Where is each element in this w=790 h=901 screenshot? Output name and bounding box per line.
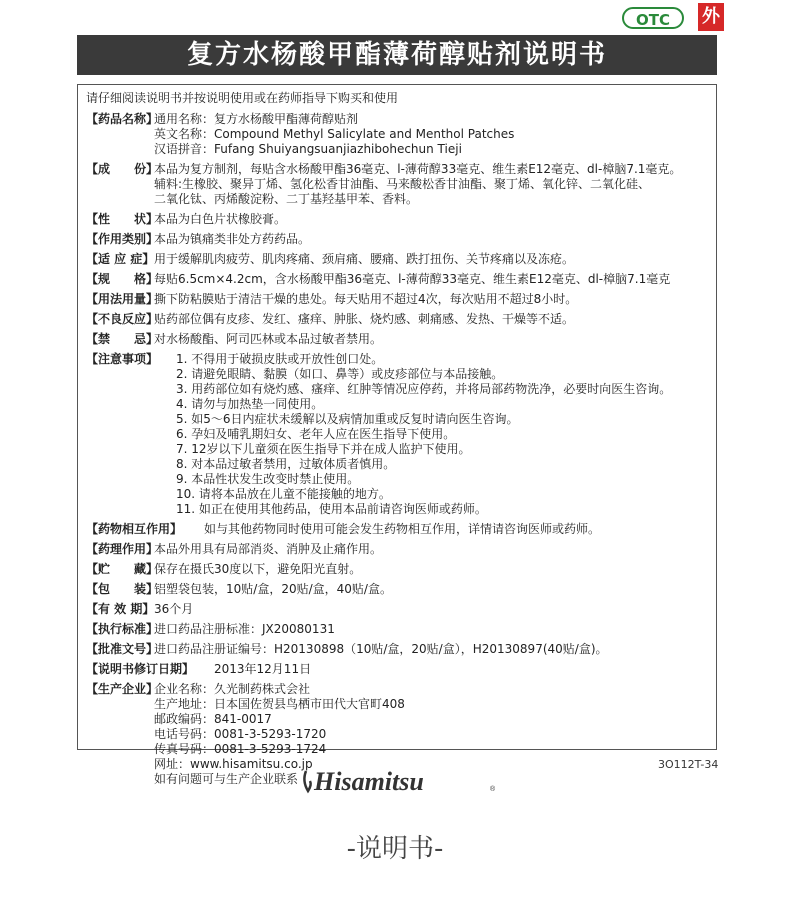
body-interactions — [204, 522, 708, 537]
precaution-item: 8. 对本品过敏者禁用，过敏体质者慎用。 — [176, 457, 396, 471]
line: 贴药部位偶有皮疹、发红、瘙痒、肿胀、烧灼感、刺痛感、发热、干燥等不适。 — [154, 312, 575, 326]
external-use-badge: 外 — [698, 3, 724, 31]
label-name: 【药品名称】 — [86, 112, 159, 126]
precaution-item: 6. 孕妇及哺乳期妇女、老年人应在医生指导下使用。 — [176, 427, 456, 441]
section-approval — [86, 642, 708, 657]
hisamitsu-logo — [300, 763, 500, 799]
line: 每贴6.5cm×4.2cm，含水杨酸甲酯36毫克、l-薄荷醇33毫克、维生素E12毫克、dl-樟脑7.1毫克 — [154, 272, 671, 286]
precaution-item: 3. 用药部位如有烧灼感、瘙痒、红肿等情况应停药，并将局部药物洗净，必要时向医生咨询。 — [176, 382, 672, 396]
label-category: 【作用类别】 — [86, 232, 159, 246]
line: 英文名称：Compound Methyl Salicylate and Menthol Patches — [154, 127, 515, 141]
body-category — [154, 232, 708, 247]
section-adverse — [86, 312, 708, 327]
section-spec — [86, 272, 708, 287]
precaution-item: 2. 请避免眼睛、黏膜（如口、鼻等）或皮疹部位与本品接触。 — [176, 367, 504, 381]
label-adverse: 【不良反应】 — [86, 312, 159, 326]
body-contra — [154, 332, 708, 347]
line: 本品为镇痛类非处方药药品。 — [154, 232, 311, 246]
body-package — [154, 582, 708, 597]
section-package — [86, 582, 708, 597]
line: 用于缓解肌肉疲劳、肌肉疼痛、颈肩痛、腰痛、跌打扭伤、关节疼痛以及冻疮。 — [154, 252, 575, 266]
section-ingredients — [86, 162, 708, 207]
line: 如与其他药物同时使用可能会发生药物相互作用，详情请咨询医师或药师。 — [204, 522, 601, 536]
line: 生产地址：日本国佐贺县鸟栖市田代大官町408 — [154, 697, 405, 711]
label-indications: 【适 应 症】 — [86, 252, 155, 266]
label-validity: 【有 效 期】 — [86, 602, 155, 616]
line: 进口药品注册证编号：H20130898（10贴/盒，20贴/盒），H20130897(40贴/盒)。 — [154, 642, 608, 656]
line: 邮政编码：841-0017 — [154, 712, 272, 726]
line: 网址：www.hisamitsu.co.jp — [154, 757, 313, 771]
page-title: 复方水杨酸甲酯薄荷醇贴剂说明书 — [77, 35, 717, 75]
line: 本品为白色片状橡胶膏。 — [154, 212, 287, 226]
line: 如有问题可与生产企业联系 — [154, 772, 299, 786]
section-contra — [86, 332, 708, 347]
body-name — [154, 112, 708, 157]
document-code: 3O112T-34 — [658, 758, 719, 771]
line: 进口药品注册标准：JX20080131 — [154, 622, 335, 636]
label-pharmacology: 【药理作用】 — [86, 542, 159, 556]
label-contra: 【禁 忌】 — [86, 332, 159, 346]
body-spec — [154, 272, 708, 287]
body-usage — [154, 292, 708, 307]
logo-swoosh-icon — [304, 771, 310, 791]
otc-badge: OTC — [622, 7, 684, 29]
label-revision: 【说明书修订日期】 — [86, 662, 195, 676]
logo-wordmark: Hisamitsu — [314, 767, 424, 796]
line: 传真号码：0081-3-5293-1724 — [154, 742, 327, 756]
label-storage: 【贮 藏】 — [86, 562, 159, 576]
section-appearance — [86, 212, 708, 227]
section-revision — [86, 662, 708, 677]
section-interactions — [86, 522, 708, 537]
section-category — [86, 232, 708, 247]
label-precautions: 【注意事项】 — [86, 352, 159, 366]
body-precautions — [168, 352, 708, 517]
label-usage: 【用法用量】 — [86, 292, 159, 306]
section-standard — [86, 622, 708, 637]
section-usage — [86, 292, 708, 307]
label-spec: 【规 格】 — [86, 272, 159, 286]
line: 本品外用具有局部消炎、消肿及止痛作用。 — [154, 542, 383, 556]
label-manufacturer: 【生产企业】 — [86, 682, 159, 696]
label-package: 【包 装】 — [86, 582, 159, 596]
precaution-item: 9. 本品性状发生改变时禁止使用。 — [176, 472, 360, 486]
precaution-item: 7. 12岁以下儿童须在医生指导下并在成人监护下使用。 — [176, 442, 471, 456]
leaflet-caption: -说明书- — [346, 834, 444, 864]
line: 2013年12月11日 — [214, 662, 312, 676]
line: 本品为复方制剂，每贴含水杨酸甲酯36毫克、l-薄荷醇33毫克、维生素E12毫克、dl-樟脑7.1毫克。 — [154, 162, 682, 176]
body-indications — [154, 252, 708, 267]
line: 电话号码：0081-3-5293-1720 — [154, 727, 327, 741]
precaution-item: 4. 请勿与加热垫一同使用。 — [176, 397, 324, 411]
line: 辅料:生橡胶、聚异丁烯、氢化松香甘油酯、马来酸松香甘油酯、聚丁烯、氧化锌、二氧化硅、 — [154, 177, 651, 191]
line: 保存在摄氏30度以下，避免阳光直射。 — [154, 562, 362, 576]
body-revision — [214, 662, 708, 677]
section-validity — [86, 602, 708, 617]
precaution-item: 10. 请将本品放在儿童不能接触的地方。 — [176, 487, 391, 501]
label-standard: 【执行标准】 — [86, 622, 159, 636]
line: 36个月 — [154, 602, 194, 616]
precaution-item: 1. 不得用于破损皮肤或开放性创口处。 — [176, 352, 384, 366]
line: 二氧化钛、丙烯酸淀粉、二丁基羟基甲苯、香料。 — [154, 192, 419, 206]
body-standard — [154, 622, 708, 637]
body-validity — [154, 602, 708, 617]
body-adverse — [154, 312, 708, 327]
line: 撕下防粘膜贴于清洁干燥的患处。每天贴用不超过4次，每次贴用不超过8小时。 — [154, 292, 578, 306]
section-name — [86, 112, 708, 157]
section-storage — [86, 562, 708, 577]
body-approval — [154, 642, 708, 657]
body-ingredients — [154, 162, 708, 207]
line: 对水杨酸酯、阿司匹林或本品过敏者禁用。 — [154, 332, 383, 346]
section-pharmacology — [86, 542, 708, 557]
label-interactions: 【药物相互作用】 — [86, 522, 183, 536]
body-appearance — [154, 212, 708, 227]
label-approval: 【批准文号】 — [86, 642, 159, 656]
section-indications — [86, 252, 708, 267]
label-appearance: 【性 状】 — [86, 212, 159, 226]
intro-text: 请仔细阅读说明书并按说明使用或在药师指导下购买和使用 — [86, 91, 399, 105]
body-pharmacology — [154, 542, 708, 557]
registered-mark: ® — [490, 786, 496, 793]
body-storage — [154, 562, 708, 577]
line: 汉语拼音：Fufang Shuiyangsuanjiazhibohechun Tieji — [154, 142, 462, 156]
line: 铝塑袋包装，10贴/盒，20贴/盒，40贴/盒。 — [154, 582, 392, 596]
label-ingredients: 【成 份】 — [86, 162, 159, 176]
section-precautions — [86, 352, 708, 517]
precaution-item: 11. 如正在使用其他药品，使用本品前请咨询医师或药师。 — [176, 502, 487, 516]
line: 通用名称：复方水杨酸甲酯薄荷醇贴剂 — [154, 112, 359, 126]
line: 企业名称：久光制药株式会社 — [154, 682, 311, 696]
precaution-item: 5. 如5～6日内症状未缓解以及病情加重或反复时请向医生咨询。 — [176, 412, 519, 426]
